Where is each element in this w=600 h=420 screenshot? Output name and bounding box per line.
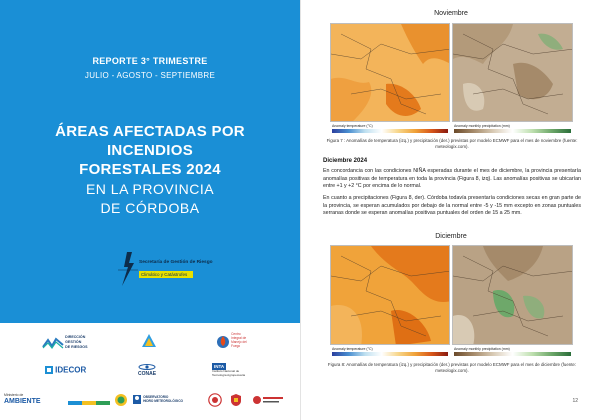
december-title: Diciembre	[435, 233, 467, 240]
logo-text: OBSERVATORIO	[143, 395, 169, 399]
paragraph-precipitation: En cuanto a precipitaciones (Figura 8, der). Córdoba todavía presentaría condiciones secas en gran parte de la provincia, se esperan acumulados por debajo de la normal entre -5 y -15 mm excepto en zonas puntuales serranas donde se esperan anomalías positivas puntuales del orden de 15 a 25 mm.	[323, 195, 581, 217]
logo-text: Ministerio de	[4, 393, 24, 397]
sgr-logo-text: Secretaría de Gestión de Riesgo	[139, 260, 213, 265]
precipitation-scale-label: Anomaly monthly precipitation (mm)	[454, 124, 510, 128]
cover-subtitle-line: DE CÓRDOBA	[100, 200, 200, 216]
page-number: 12	[572, 398, 578, 404]
cover-title	[0, 122, 300, 179]
colored-bar-icon	[68, 399, 110, 407]
logo-text: Tecnología Agropecuaria	[212, 372, 246, 377]
cover-subtitle-line: EN LA PROVINCIA	[85, 181, 215, 197]
lightning-icon	[118, 252, 138, 286]
conae-logo	[136, 363, 158, 377]
cover-subtitle	[0, 180, 300, 218]
december-temperature-map	[330, 245, 450, 345]
logo-text: HIDRO METEOROLÓGICO	[143, 399, 183, 403]
association-logo	[252, 395, 284, 406]
precipitation-scale-label: Anomaly monthly precipitation (mm)	[454, 347, 510, 351]
logo-text: Instituto Nacional de	[212, 369, 240, 373]
observatory-icon	[132, 393, 142, 405]
mountain-icon	[141, 333, 157, 349]
association-icon	[252, 395, 284, 405]
provincial-logo	[68, 399, 110, 408]
report-title: REPORTE 3° TRIMESTRE	[92, 56, 208, 66]
shield-logo	[230, 393, 242, 408]
direccion-gestion-logo	[42, 335, 88, 350]
seal-logo	[114, 393, 128, 408]
november-precipitation-map	[452, 23, 573, 122]
december-precipitation-map	[452, 245, 573, 345]
logo-text: DIRECCIÓN	[65, 335, 86, 339]
temperature-scale-label: Anomaly temperature (°C)	[332, 347, 373, 351]
wave-icon	[42, 337, 64, 349]
paragraph-temperature: En concordancia con las condiciones NIÑA esperadas durante el mes de diciembre, la provincia presentaría anomalías positivas de temperatura en toda la provincia (Figura 8, izq). Las anomalías positivas se ubicarían entre +1 y +2 °C por encima de lo normal.	[323, 168, 581, 190]
sgr-logo	[118, 252, 213, 288]
precipitation-color-scale	[454, 352, 571, 356]
badge-logo	[208, 393, 222, 408]
flame-icon	[216, 333, 230, 349]
section-heading: Diciembre 2024	[323, 158, 368, 164]
logo-text: GESTIÓN	[65, 340, 82, 344]
ministerio-ambiente-logo	[4, 393, 41, 406]
november-title: Noviembre	[434, 10, 468, 17]
round-badge-icon	[208, 393, 222, 407]
cover-title-line: INCENDIOS	[106, 142, 194, 159]
orbit-icon	[136, 363, 158, 371]
figure-8-caption: Figura 8: Anomalías de temperatura (izq.) y precipitación (der.) previstas por modelo ECMWF para el mes de diciembre (fuente: meteologix.com).	[327, 362, 577, 373]
logo-text: Centro	[231, 332, 241, 337]
report-period: JULIO - AGOSTO - SEPTIEMBRE	[84, 71, 216, 80]
cover-title-line: ÁREAS AFECTADAS POR	[55, 123, 245, 140]
temperature-color-scale	[332, 129, 448, 133]
shield-icon	[230, 393, 242, 407]
inta-logo	[212, 363, 245, 377]
idecor-mark-icon	[44, 365, 54, 375]
mountain-logo	[141, 333, 157, 350]
seal-icon	[114, 393, 128, 407]
cover-banner	[0, 0, 300, 323]
partner-logos	[0, 323, 300, 420]
logo-text: Manejo del	[231, 340, 247, 344]
manejo-fuego-logo	[216, 333, 247, 349]
observatorio-logo	[132, 393, 183, 405]
figure-7-caption: Figura 7 : Anomalías de temperatura (izq.) y precipitación (der.) previstas por modelo ECMWF para el mes de noviembre (fuente: meteologix.com).	[326, 138, 578, 149]
temperature-scale-label: Anomaly temperature (°C)	[332, 124, 373, 128]
logo-text: AMBIENTE	[4, 398, 41, 405]
logo-text: CONAE	[137, 371, 157, 377]
inta-mark-icon: INTA	[214, 364, 225, 369]
logo-text: IDECOR	[55, 365, 87, 375]
cover-title-line: FORESTALES 2024	[79, 161, 221, 178]
temperature-color-scale	[332, 352, 448, 356]
logo-text: DE RIESGOS	[65, 345, 88, 349]
idecor-logo	[44, 365, 86, 375]
sgr-logo-subtext: Climático y Catástrofes	[139, 271, 193, 278]
precipitation-color-scale	[454, 129, 571, 133]
report-page	[300, 0, 600, 420]
logo-text: Fuego	[231, 343, 241, 348]
november-temperature-map	[330, 23, 450, 122]
logo-text: Integral de	[231, 336, 247, 341]
